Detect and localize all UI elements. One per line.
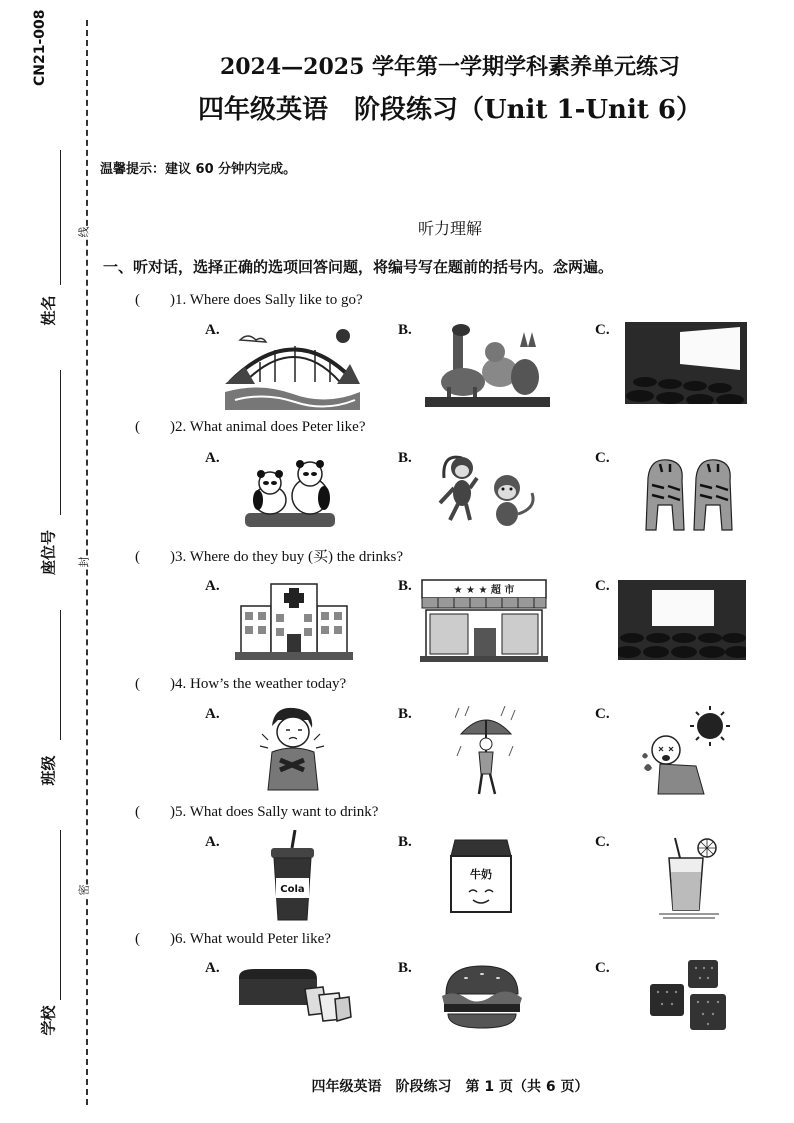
answer-blank[interactable]: ( ) — [135, 804, 175, 820]
option-label: A. — [205, 706, 220, 722]
paper-code: CN21-008 — [32, 9, 48, 86]
binding-margin — [0, 0, 100, 1123]
cinema-icon[interactable] — [625, 322, 747, 404]
option-label: A. — [205, 450, 220, 466]
option-label: B. — [398, 450, 412, 466]
answer-blank[interactable]: ( ) — [135, 419, 175, 435]
option-label: B. — [398, 322, 412, 338]
school-underline — [60, 830, 61, 1000]
option-label: C. — [595, 834, 610, 850]
seat-label[interactable]: 座位号 — [39, 530, 58, 576]
hot-sun-boy-icon[interactable] — [638, 704, 738, 796]
monkey-icon[interactable] — [432, 448, 542, 530]
cut-mark-line: 线 — [74, 227, 94, 238]
question-5 — [135, 800, 378, 821]
answer-blank[interactable]: ( ) — [135, 931, 175, 947]
name-label[interactable]: 姓名 — [39, 295, 58, 326]
cinema-icon[interactable] — [618, 580, 746, 660]
milk-carton-icon[interactable] — [445, 836, 517, 916]
question-text: 1. Where does Sally like to go? — [175, 292, 363, 308]
answer-blank[interactable]: ( ) — [135, 676, 175, 692]
class-label[interactable]: 班级 — [39, 755, 58, 786]
biscuits-icon[interactable] — [648, 958, 730, 1034]
question-text: 6. What would Peter like? — [175, 931, 331, 947]
rainy-umbrella-icon[interactable] — [455, 706, 517, 798]
bread-icon[interactable] — [235, 965, 353, 1027]
option-label: A. — [205, 960, 220, 976]
answer-blank[interactable]: ( ) — [135, 549, 175, 565]
option-label: B. — [398, 834, 412, 850]
question-1 — [135, 288, 363, 309]
cola-cup-icon[interactable] — [265, 830, 320, 922]
answer-blank[interactable]: ( ) — [135, 292, 175, 308]
milk-label: 牛奶 — [470, 868, 492, 881]
tiger-icon[interactable] — [640, 450, 740, 536]
option-label: C. — [595, 706, 610, 722]
school-label[interactable]: 学校 — [39, 1005, 58, 1036]
option-label: B. — [398, 960, 412, 976]
park-bridge-icon[interactable] — [225, 322, 360, 410]
option-label: B. — [398, 706, 412, 722]
exam-subtitle: 四年级英语 阶段练习（Unit 1-Unit 6） — [197, 95, 702, 125]
question-text: 4. How’s the weather today? — [175, 676, 347, 692]
question-text: 2. What animal does Peter like? — [175, 419, 366, 435]
hospital-icon[interactable] — [235, 578, 353, 660]
question-4 — [135, 672, 346, 693]
cut-mark-secret: 密 — [74, 885, 94, 896]
option-label: A. — [205, 578, 220, 594]
page-footer: 四年级英语 阶段练习 第 1 页（共 6 页） — [311, 1079, 589, 1095]
exam-title: 2024—2025 学年第一学期学科素养单元练习 — [219, 54, 681, 80]
cola-label: Cola — [280, 884, 305, 895]
section-instruction: 一、听对话，选择正确的选项回答问题，将编号写在题前的括号内。念两遍。 — [103, 258, 614, 276]
panda-icon[interactable] — [240, 458, 340, 530]
hamburger-icon[interactable] — [440, 962, 524, 1032]
time-tip: 温馨提示：建议 60 分钟内完成。 — [100, 162, 297, 177]
question-text: 3. Where do they buy (买) the drinks? — [175, 549, 403, 565]
section-title: 听力理解 — [417, 219, 482, 238]
question-3 — [135, 545, 403, 566]
option-label: A. — [205, 322, 220, 338]
question-2 — [135, 415, 366, 436]
option-label: A. — [205, 834, 220, 850]
juice-glass-icon[interactable] — [655, 834, 723, 922]
question-6 — [135, 927, 331, 948]
question-text: 5. What does Sally want to drink? — [175, 804, 379, 820]
option-label: C. — [595, 578, 610, 594]
name-underline — [60, 150, 61, 285]
supermarket-icon[interactable] — [420, 578, 548, 662]
option-label: B. — [398, 578, 412, 594]
option-label: C. — [595, 322, 610, 338]
cold-boy-icon[interactable] — [258, 704, 330, 794]
zoo-animals-icon[interactable] — [425, 322, 550, 407]
option-label: C. — [595, 960, 610, 976]
option-label: C. — [595, 450, 610, 466]
class-underline — [60, 610, 61, 740]
seat-underline — [60, 370, 61, 515]
cut-mark-seal: 封 — [74, 557, 94, 568]
supermarket-sign: ★ ★ ★ 超 市 — [453, 585, 515, 596]
